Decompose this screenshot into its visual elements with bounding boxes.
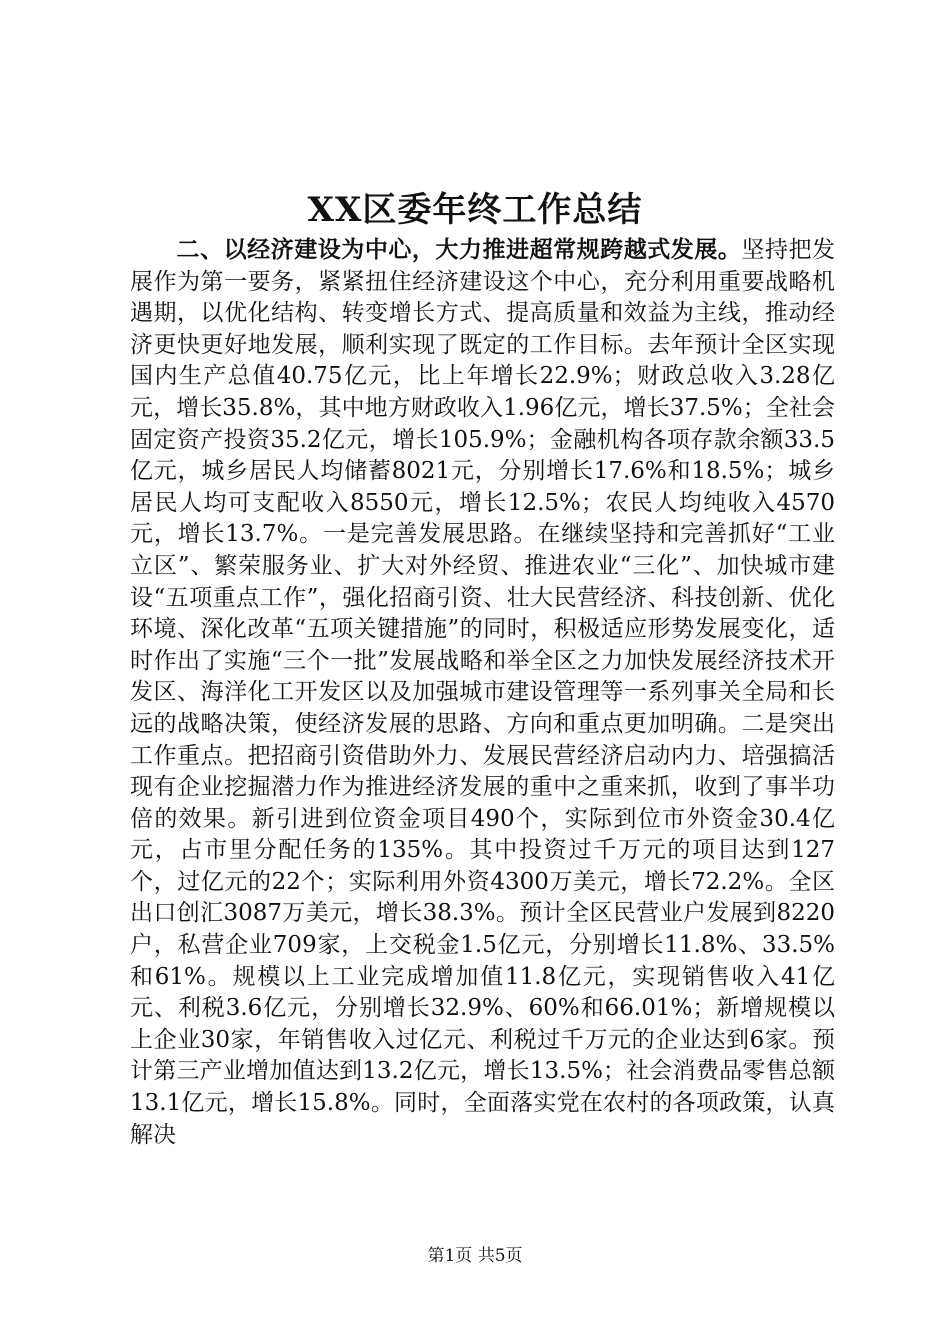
page-number: 第1页 共5页 (427, 1246, 523, 1266)
body-paragraph (130, 234, 835, 1151)
section-heading: 二、以经济建设为中心，大力推进超常规跨越式发展。 (176, 236, 742, 263)
page-title: XX区委年终工作总结 (307, 190, 643, 230)
paragraph-text: 坚持把发展作为第一要务，紧紧扭住经济建设这个中心，充分利用重要战略机遇期，以优化结构、转变增长方式、提高质量和效益为主线，推动经济更快更好地发展，顺利实现了既定的工作目标。去年预计全区实现国内生产总值40.75亿元，比上年增长22.9%；财政总收入3.28亿元，增长35.8%，其中地方财政收入1.96亿元，增长37.5%；全社会固定资产投资35.2亿元，增长105.9%；金融机构各项存款余额33.5亿元，城乡居民人均储蓄8021元，分别增长17.6%和18.5%；城乡居民人均可支配收入8550元，增长12.5%；农民人均纯收入4570元，增长13.7%。一是完善发展思路。在继续坚持和完善抓好“工业立区”、繁荣服务业、扩大对外经贸、推进农业“三化”、加快城市建设“五项重点工作”，强化招商引资、壮大民营经济、科技创新、优化环境、深化改革“五项关键措施”的同时，积极适应形势发展变化，适时作出了实施“三个一批”发展战略和举全区之力加快发展经济技术开发区、海洋化工开发区以及加强城市建设管理等一系列事关全局和长远的战略决策，使经济发展的思路、方向和重点更加明确。二是突出工作重点。把招商引资借助外力、发展民营经济启动内力、培强搞活现有企业挖掘潜力作为推进经济发展的重中之重来抓，收到了事半功倍的效果。新引进到位资金项目490个，实际到位市外资金30.4亿元，占市里分配任务的135%。其中投资过千万元的项目达到127个，过亿元的22个；实际利用外资4300万美元，增长72.2%。全区出口创汇3087万美元，增长38.3%。预计全区民营业户发展到8220户，私营企业709家，上交税金1.5亿元，分别增长11.8%、33.5%和61%。规模以上工业完成增加值11.8亿元，实现销售收入41亿元、利税3.6亿元，分别增长32.9%、60%和66.01%；新增规模以上企业30家，年销售收入过亿元、利税过千万元的企业达到6家。预计第三产业增加值达到13.2亿元，增长13.5%；社会消费品零售总额13.1亿元，增长15.8%。同时，全面落实党在农村的各项政策，认真解决 (130, 237, 836, 1148)
